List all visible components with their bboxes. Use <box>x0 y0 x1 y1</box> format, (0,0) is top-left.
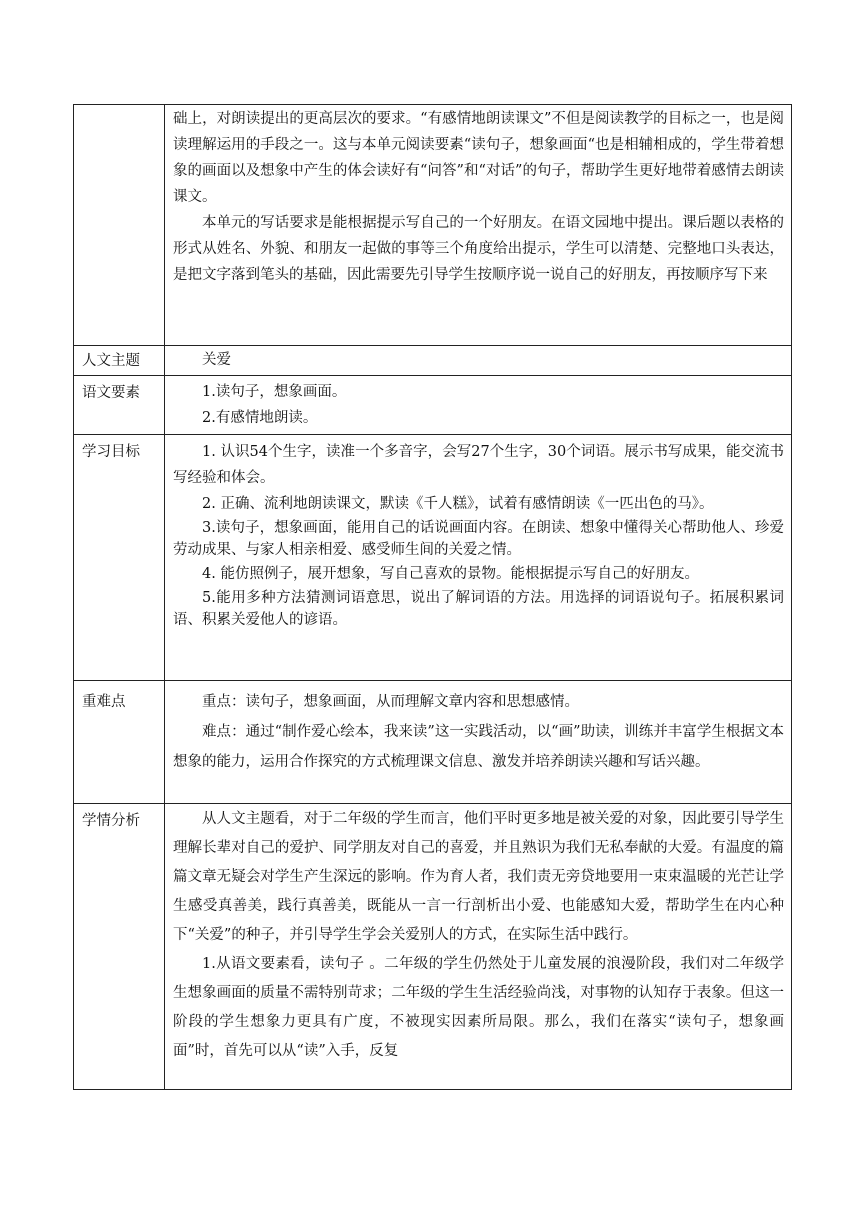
intro-content <box>165 105 792 346</box>
row-label-goals: 学习目标 <box>74 435 165 681</box>
table-row-key-points <box>74 681 792 804</box>
row-label-elements: 语文要素 <box>74 376 165 435</box>
intro-paragraph-2: 本单元的写话要求是能根据提示写自己的一个好朋友。在语文园地中提出。课后题以表格的形式从姓名、外貌、和朋友一起做的事等三个角度给出提示，学生可以清楚、完整地口头表达，是把文字落到笔头的基础，因此需要先引导学生按顺序说一说自己的好朋友，再按顺序写下来 <box>173 215 784 283</box>
analysis-paragraph-1: 从人文主题看，对于二年级的学生而言，他们平时更多地是被关爱的对象，因此要引导学生理解长辈对自己的爱护、同学朋友对自己的喜爱，并且熟识为我们无私奉献的大爱。有温度的篇篇文章无疑会对学生产生深远的影响。作为育人者，我们责无旁贷地要用一束束温暖的光芒让学生感受真善美，践行真善美，既能从一言一行剖析出小爱、也能感知大爱，帮助学生在内心种下“关爱”的种子，并引导学生学会关爱别人的方式，在实际生活中践行。 <box>173 811 784 943</box>
goal-item-1: 1. 认识54个生字，读准一个多音字，会写27个生字，30个词语。展示书写成果，能交流书写经验和体会。 <box>173 444 784 486</box>
intro-paragraph-1: 础上，对朗读提出的更高层次的要求。“有感情地朗读课文”不但是阅读教学的目标之一，也是阅读理解运用的手段之一。这与本单元阅读要素“读句子，想象画面“也是相辅相成的，学生带着想象的画面以及想象中产生的体会读好有“问答”和“对话”的句子，帮助学生更好地带着感情去朗读课文。 <box>173 111 784 205</box>
difficult-point: 难点：通过“制作爱心绘本，我来读”这一实践活动，以“画”助读，训练并丰富学生根据文本想象的能力，运用合作探究的方式梳理课文信息、激发并培养朗读兴趣和写话兴趣。 <box>173 724 784 770</box>
goal-item-4: 4. 能仿照例子，展开想象，写自己喜欢的景物。能根据提示写自己的好朋友。 <box>202 566 699 582</box>
goal-item-5: 5.能用多种方法猜测词语意思，说出了解词语的方法。用选择的词语说句子。拓展积累词语、积累关爱他人的谚语。 <box>173 590 784 628</box>
lesson-plan-table <box>73 104 792 1090</box>
row-label-analysis: 学情分析 <box>74 804 165 1090</box>
table-row-theme <box>74 346 792 376</box>
goal-item-2: 2. 正确、流利地朗读课文，默读《千人糕》，试着有感情朗读《一匹出色的马》。 <box>202 496 714 512</box>
row-label-key-points: 重难点 <box>74 681 165 804</box>
key-point: 重点：读句子，想象画面，从而理解文章内容和思想感情。 <box>202 694 579 710</box>
theme-content <box>165 346 792 376</box>
row-label-empty <box>74 105 165 346</box>
table-row-intro <box>74 105 792 346</box>
elements-content <box>165 376 792 435</box>
theme-value: 关爱 <box>202 352 231 368</box>
table-row-elements <box>74 376 792 435</box>
row-label-theme: 人文主题 <box>74 346 165 376</box>
element-item-2: 2.有感情地朗读。 <box>202 410 318 426</box>
element-item-1: 1.读句子，想象画面。 <box>202 384 347 400</box>
key-points-content <box>165 681 792 804</box>
table-row-goals <box>74 435 792 681</box>
table-row-analysis <box>74 804 792 1090</box>
analysis-content <box>165 804 792 1090</box>
goal-item-3: 3.读句子，想象画面，能用自己的话说画面内容。在朗读、想象中懂得关心帮助他人、珍爱劳动成果、与家人相亲相爱、感受师生间的关爱之情。 <box>173 520 784 558</box>
analysis-paragraph-2: 1.从语文要素看，读句子 。二年级的学生仍然处于儿童发展的浪漫阶段，我们对二年级学生想象画面的质量不需特别苛求；二年级的学生生活经验尚浅，对事物的认知存于表象。但这一阶段的学生想象力更具有广度，不被现实因素所局限。那么，我们在落实“读句子，想象画面”时，首先可以从“读”入手，反复 <box>173 956 784 1059</box>
goals-content <box>165 435 792 681</box>
